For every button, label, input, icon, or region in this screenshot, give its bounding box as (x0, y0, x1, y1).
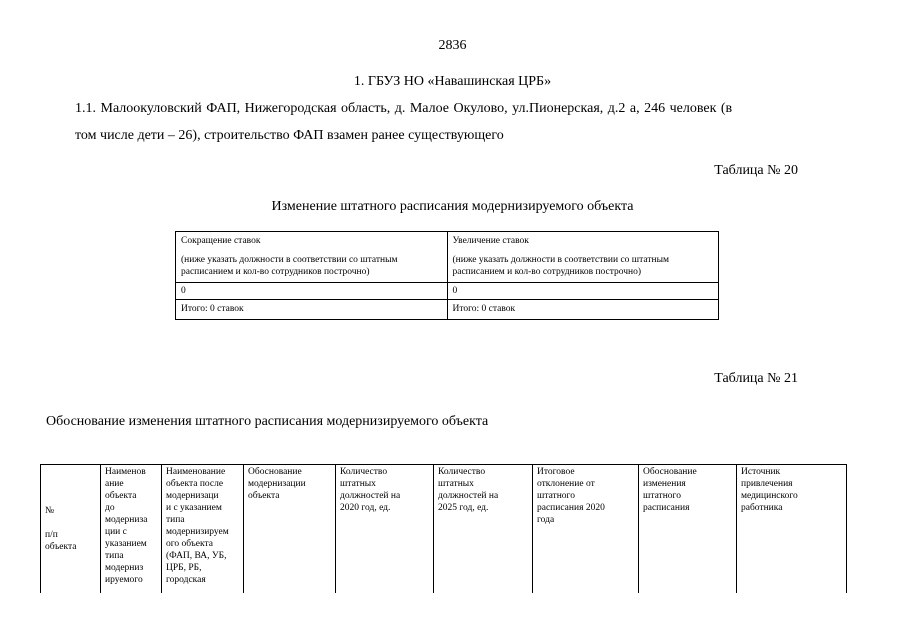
table-cell: 0 (176, 283, 448, 300)
header-cell: Наименование объекта после модернизаци и с указанием типа модернизируем ого объекта (ФАП, ВА, УБ, ЦРБ, РБ, городская (162, 465, 244, 593)
org-heading: 1. ГБУЗ НО «Навашинская ЦРБ» (353, 74, 552, 89)
total-cell: Итого: 0 ставок (447, 300, 719, 320)
staffing-justification-table (40, 464, 847, 593)
address-line-2: том числе дети – 26), строительство ФАП взамен ранее существующего (75, 128, 504, 143)
table-20-label: Таблица № 20 (714, 163, 798, 178)
table-row (176, 283, 719, 300)
page-number: 2836 (438, 38, 467, 53)
table-total-row (176, 300, 719, 320)
header-title: Сокращение ставок (181, 236, 261, 246)
header-note: (ниже указать должности в соответствии со штатным расписанием и кол-во сотрудников построчно) (452, 255, 669, 277)
header-cell: Источник привлечения медицинского работника (737, 465, 847, 593)
table-header-row (176, 232, 719, 283)
header-cell: Количество штатных должностей на 2020 год, ед. (336, 465, 434, 593)
header-cell-reduction (176, 232, 448, 283)
staffing-change-table (175, 231, 719, 320)
header-cell: Итоговое отклонение от штатного расписания 2020 года (533, 465, 639, 593)
table-20-title: Изменение штатного расписания модернизируемого объекта (271, 199, 634, 214)
total-cell: Итого: 0 ставок (176, 300, 448, 320)
table-cell: 0 (447, 283, 719, 300)
header-cell: Обоснование модернизации объекта (244, 465, 336, 593)
table-21-title: Обоснование изменения штатного расписания модернизируемого объекта (46, 414, 489, 429)
header-title: Увеличение ставок (452, 236, 529, 246)
table-header-row (41, 465, 847, 593)
header-cell: Обоснование изменения штатного расписания (639, 465, 737, 593)
header-cell: Количество штатных должностей на 2025 год, ед. (434, 465, 533, 593)
header-cell: № п/п объекта (41, 465, 101, 593)
header-cell-increase (447, 232, 719, 283)
address-line-1: 1.1. Малоокуловский ФАП, Нижегородская область, д. Малое Окулово, ул.Пионерская, д.2 а, 246 человек (в (75, 101, 733, 116)
header-note: (ниже указать должности в соответствии со штатным расписанием и кол-во сотрудников построчно) (181, 255, 398, 277)
header-cell: Наименов ание объекта до модерниза ции с указанием типа модерниз ируемого (101, 465, 162, 593)
table-21-label: Таблица № 21 (714, 371, 798, 386)
